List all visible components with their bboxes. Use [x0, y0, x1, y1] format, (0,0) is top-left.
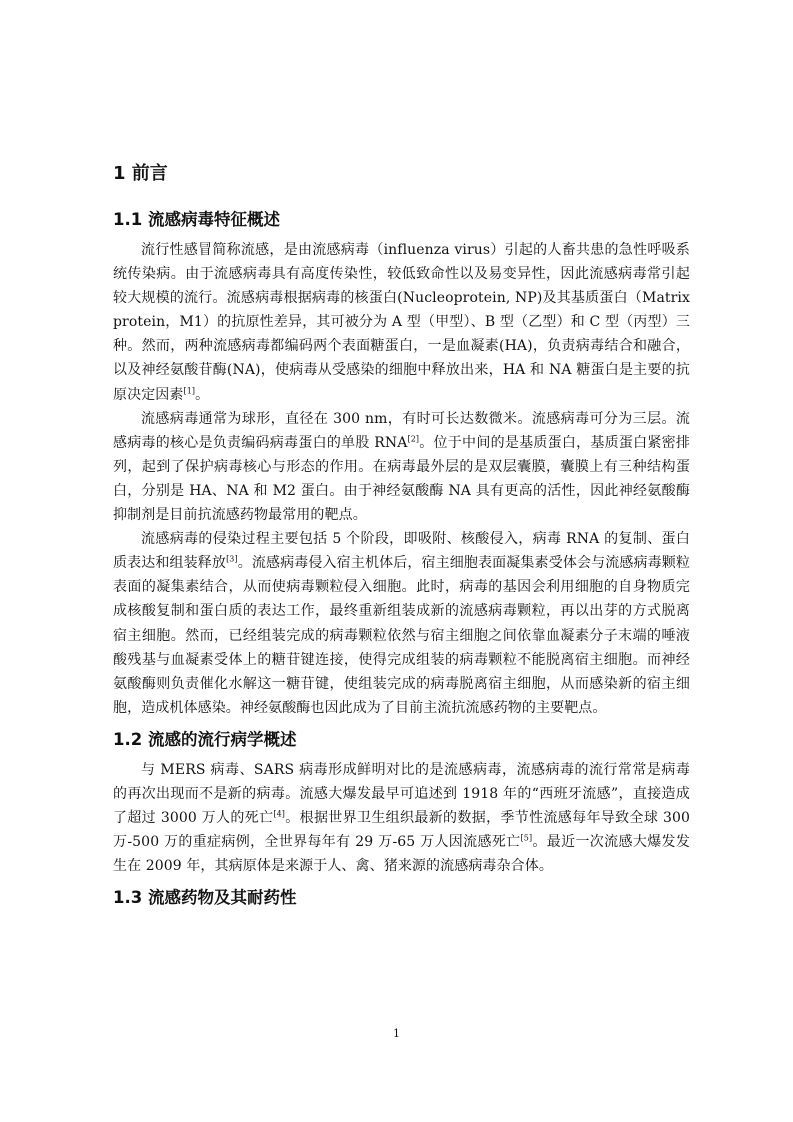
paragraph-text: 。最近一次流感大爆发发生在 2009 年，其病原体是来源于人、禽、猪来源的流感病毒杂合体。 — [113, 834, 690, 875]
chapter-heading: 1 前言 — [113, 163, 168, 184]
paragraph-text: 。流感病毒侵入宿主机体后，宿主细胞表面凝集素受体会与流感病毒颗粒表面的凝集素结合，从而使病毒颗粒侵入细胞。此时，病毒的基因会利用细胞的自身物质完成核酸复制和蛋白质的表达工作，最终重新组装成新的流感病毒颗粒，再以出芽的方式脱离宿主细胞。然而，已经组装完成的病毒颗粒依然与宿主细胞之间依靠血凝素分子末端的唾液酸残基与血凝素受体上的糖苷键连接，使得完成组装的病毒颗粒不能脱离宿主细胞。而神经氨酸酶则负责催化水解这一糖苷键，使组装完成的病毒脱离宿主细胞，从而感染新的宿主细胞，造成机体感染。神经氨酸酶也因此成为了目前主流抗流感药物的主要靶点。 — [113, 555, 690, 716]
body-paragraph — [113, 238, 690, 407]
body-paragraph — [113, 407, 690, 527]
citation-reference[interactable]: [3] — [226, 554, 238, 564]
paragraph-text: 。根据世界卫生组织最新的数据，季节性流感每年导致全球 300 万-500 万的重症病例，全世界每年有 29 万-65 万人因流感死亡 — [113, 810, 691, 851]
paragraph-text: 。位于中间的是基质蛋白，基质蛋白紧密排列，起到了保护病毒核心与形态的作用。在病毒最外层的是双层囊膜，囊膜上有三种结构蛋白，分别是 HA、NA 和 M2 蛋白。由于神经氨酸酶 NA 具有更高的活性，因此神经氨酸酶抑制剂是目前抗流感药物最常用的靶点。 — [113, 434, 690, 524]
page-number: 1 — [393, 1027, 400, 1040]
paragraph-text: 流行性感冒简称流感，是由流感病毒（influenza virus）引起的人畜共患的急性呼吸系统传染病。由于流感病毒具有高度传染性，较低致命性以及易变异性，因此流感病毒常引起较大规模的流行。流感病毒根据病毒的核蛋白(Nucleoprotein, NP)及其基质蛋白（Matrix protein，M1）的抗原性差异，其可被分为 A 型（甲型）、B 型（乙型）和 C 型（丙型）三种。然而，两种流感病毒都编码两个表面糖蛋白，一是血凝素(HA)，负责病毒结合和融合，以及神经氨酸苷酶(NA)，使病毒从受感染的细胞中释放出来，HA 和 NA 糖蛋白是主要的抗原决定因素 — [113, 242, 690, 403]
sections-container — [113, 206, 690, 912]
citation-reference[interactable]: [2] — [407, 434, 420, 444]
body-paragraph — [113, 527, 690, 720]
page-content — [113, 160, 690, 916]
paragraph-text: 流感病毒的侵染过程主要包括 5 个阶段，即吸附、核酸侵入，病毒 RNA 的复制、蛋白质表达和组装释放 — [113, 531, 690, 572]
paragraph-text: 流感病毒通常为球形，直径在 300 nm，有时可长达数微米。流感病毒可分为三层。流感病毒的核心是负责编码病毒蛋白的单股 RNA — [113, 410, 690, 451]
section-heading: 1.2 流感的流行病学概述 — [113, 729, 297, 749]
section-heading: 1.3 流感药物及其耐药性 — [113, 888, 297, 908]
section-heading: 1.1 流感病毒特征概述 — [113, 210, 280, 229]
paragraph-text: 。 — [195, 386, 210, 403]
citation-reference[interactable]: [1] — [183, 385, 196, 395]
citation-reference[interactable]: [5] — [520, 833, 533, 843]
paragraph-text: 与 MERS 病毒、SARS 病毒形成鲜明对比的是流感病毒，流感病毒的流行常常是病毒的再次出现而不是新的病毒。流感大爆发最早可追述到 1918 年的“西班牙流感”，直接造成了超过 3000 万人的死亡 — [113, 761, 690, 827]
citation-reference[interactable]: [4] — [273, 809, 286, 819]
body-paragraph — [113, 758, 690, 878]
